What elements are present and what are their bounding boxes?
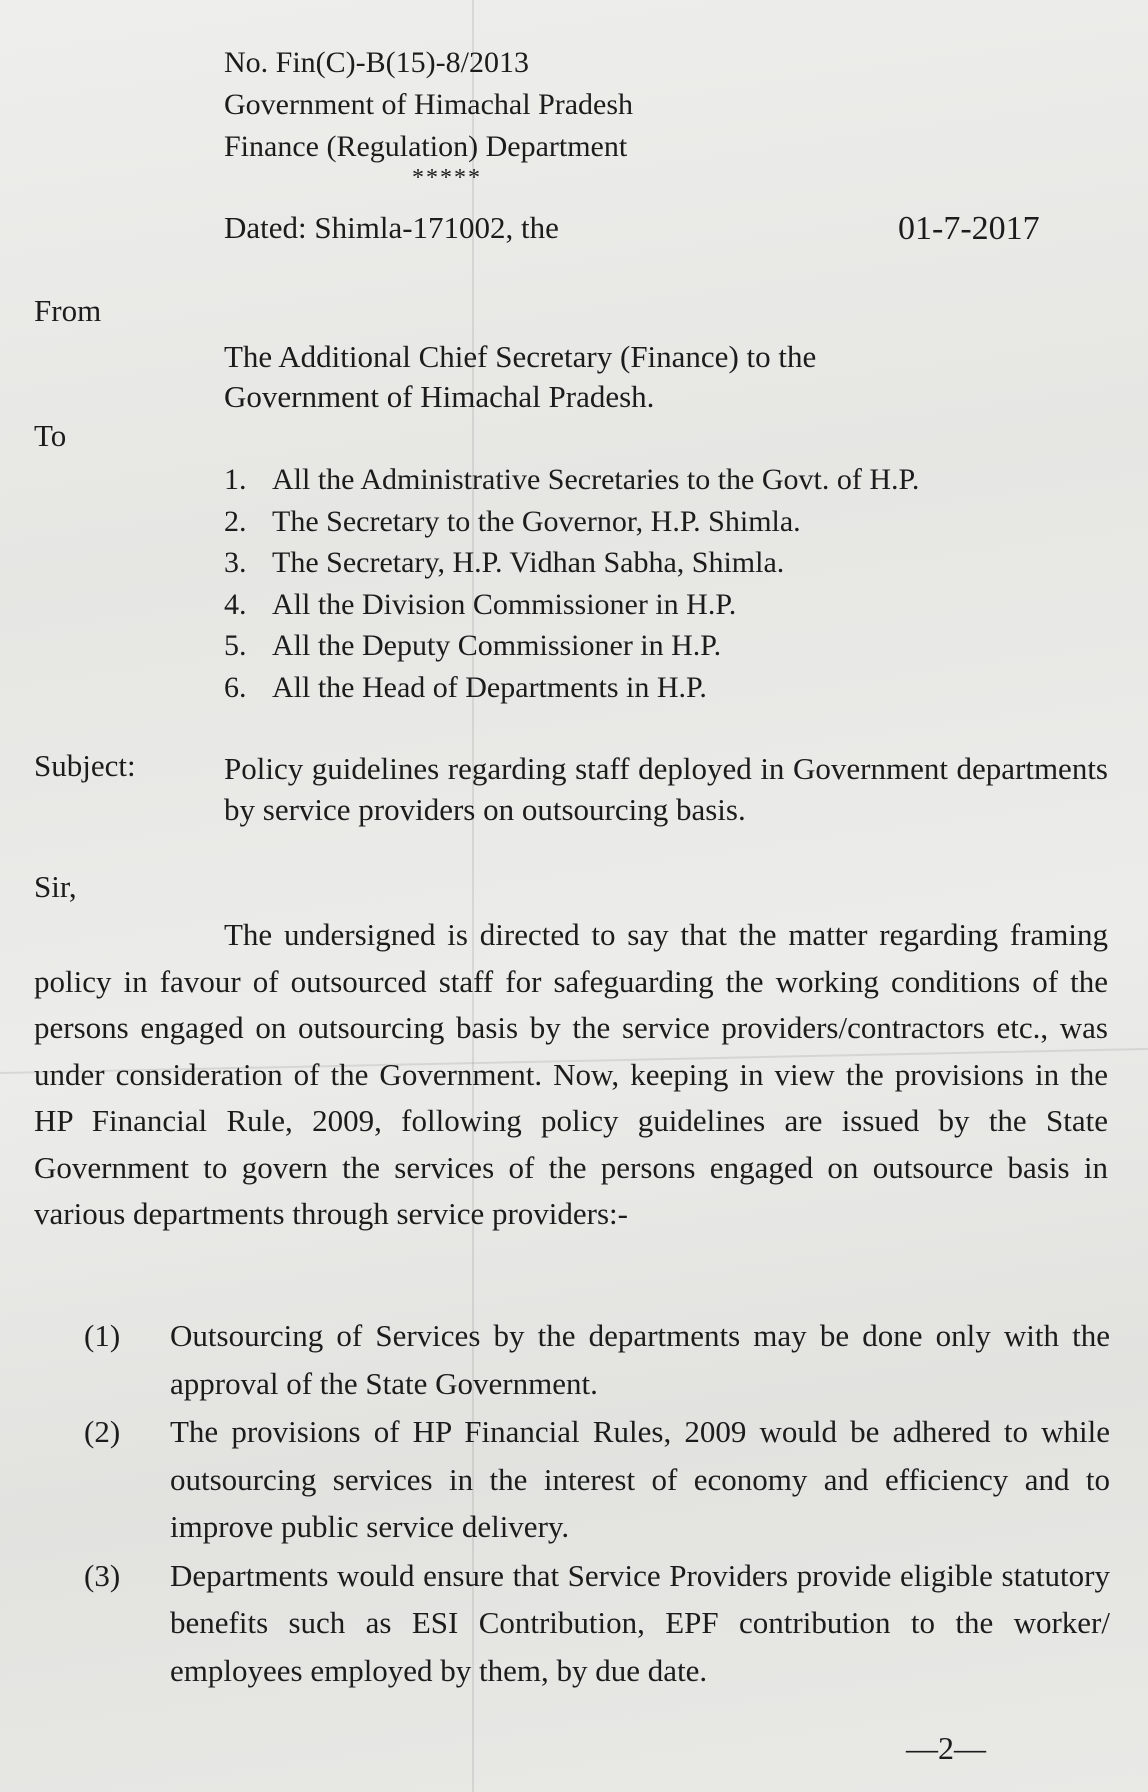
- subject-label: Subject:: [34, 748, 136, 783]
- list-item: 6. All the Head of Departments in H.P.: [224, 670, 707, 704]
- recipient-list: [224, 459, 919, 708]
- letter-number: No. Fin(C)-B(15)-8/2013: [224, 46, 529, 79]
- letter-date: 01-7-2017: [898, 210, 1040, 247]
- separator-stars: *****: [412, 165, 482, 191]
- to-label: To: [34, 418, 67, 453]
- from-line-2: Government of Himachal Pradesh.: [224, 379, 655, 414]
- salutation: Sir,: [34, 869, 77, 904]
- list-item: 3. The Secretary, H.P. Vidhan Sabha, Shimla.: [224, 546, 785, 579]
- government-name: Government of Himachal Pradesh: [224, 88, 634, 121]
- list-item: (2) The provisions of HP Financial Rules, 2009 would be adhered to while outsourcing services in the interest of economy and efficiency and to improve public service delivery.: [84, 1414, 1110, 1544]
- list-item: 1. All the Administrative Secretaries to the Govt. of H.P.: [224, 463, 920, 496]
- guideline-list: [84, 1312, 1110, 1695]
- list-item: 2. The Secretary to the Governor, H.P. Shimla.: [224, 504, 801, 538]
- department-name: Finance (Regulation) Department: [224, 130, 628, 163]
- from-label: From: [34, 293, 102, 328]
- from-line-1: The Additional Chief Secretary (Finance) to the: [224, 339, 817, 374]
- list-item: (3) Departments would ensure that Service Providers provide eligible statutory benefits such as ESI Contribution, EPF contribution to the worker/ employees employed by them, by due date.: [84, 1557, 1110, 1688]
- dated-label: Dated: Shimla-171002, the: [224, 210, 559, 245]
- body-paragraph: The undersigned is directed to say that the matter regarding framing policy in favour of outsourced staff for safeguarding the working conditions of the persons engaged on outsourcing basis by the service providers/contractors etc., was under consideration of the Government. Now, keeping in view the provisions in the HP Financial Rule, 2009, following policy guidelines are issued by the State Government to govern the services of the persons engaged on outsource basis in various departments through service providers:-: [34, 917, 1108, 1231]
- list-item: 4. All the Division Commissioner in H.P.: [224, 587, 737, 621]
- list-item: (1) Outsourcing of Services by the departments may be done only with the approval of the State Government.: [84, 1318, 1110, 1401]
- subject-text: Policy guidelines regarding staff deployed in Government departments by service providers on outsourcing basis.: [224, 751, 1108, 827]
- list-item: 5. All the Deputy Commissioner in H.P.: [224, 629, 722, 662]
- page-number: —2—: [906, 1730, 986, 1766]
